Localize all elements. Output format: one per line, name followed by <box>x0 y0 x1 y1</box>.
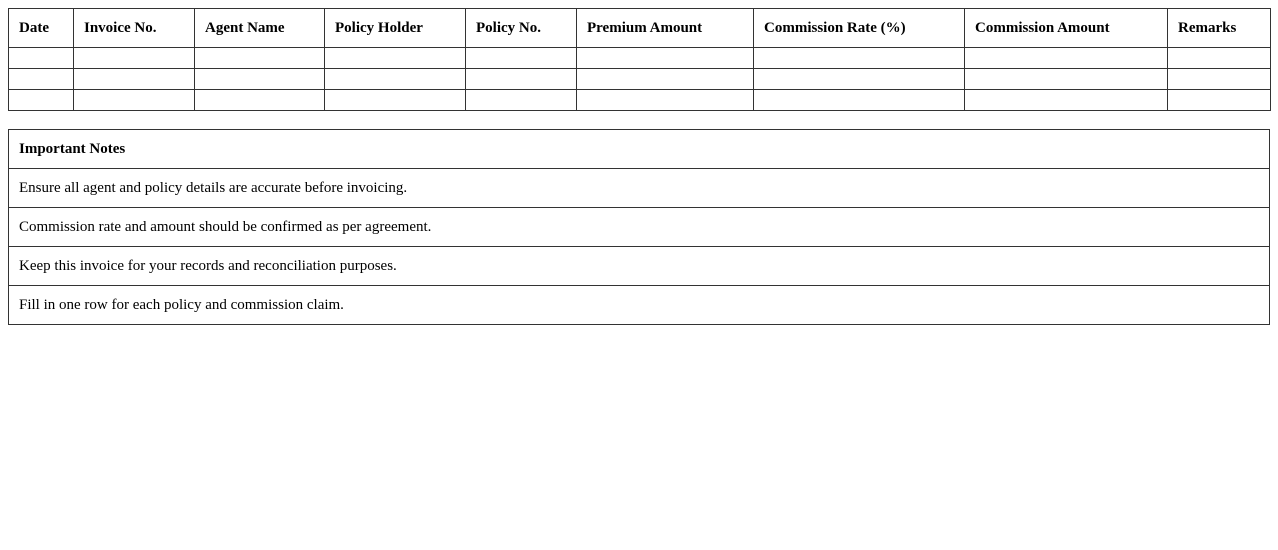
cell-policy-no[interactable] <box>466 90 577 111</box>
cell-remarks[interactable] <box>1168 90 1271 111</box>
column-header-invoice-no: Invoice No. <box>74 9 195 48</box>
column-header-remarks: Remarks <box>1168 9 1271 48</box>
cell-invoice-no[interactable] <box>74 48 195 69</box>
cell-agent-name[interactable] <box>195 69 325 90</box>
document <box>8 8 1270 325</box>
note-row <box>9 208 1270 247</box>
cell-commission-amount[interactable] <box>965 48 1168 69</box>
cell-remarks[interactable] <box>1168 69 1271 90</box>
cell-policy-no[interactable] <box>466 69 577 90</box>
notes-title: Important Notes <box>9 130 1270 169</box>
table-header-row <box>9 9 1271 48</box>
cell-premium-amount[interactable] <box>577 90 754 111</box>
cell-commission-rate[interactable] <box>754 69 965 90</box>
note-row <box>9 247 1270 286</box>
cell-agent-name[interactable] <box>195 48 325 69</box>
cell-commission-rate[interactable] <box>754 90 965 111</box>
note-item: Ensure all agent and policy details are accurate before invoicing. <box>9 169 1270 208</box>
cell-policy-holder[interactable] <box>325 69 466 90</box>
cell-premium-amount[interactable] <box>577 48 754 69</box>
cell-remarks[interactable] <box>1168 48 1271 69</box>
cell-date[interactable] <box>9 90 74 111</box>
table-row <box>9 90 1271 111</box>
cell-policy-holder[interactable] <box>325 48 466 69</box>
cell-commission-amount[interactable] <box>965 90 1168 111</box>
cell-date[interactable] <box>9 48 74 69</box>
column-header-agent-name: Agent Name <box>195 9 325 48</box>
cell-policy-no[interactable] <box>466 48 577 69</box>
note-row <box>9 286 1270 325</box>
cell-invoice-no[interactable] <box>74 69 195 90</box>
commission-invoice-table <box>8 8 1271 111</box>
column-header-policy-no: Policy No. <box>466 9 577 48</box>
note-item: Keep this invoice for your records and reconciliation purposes. <box>9 247 1270 286</box>
important-notes-table <box>8 129 1270 325</box>
cell-commission-rate[interactable] <box>754 48 965 69</box>
column-header-commission-rate: Commission Rate (%) <box>754 9 965 48</box>
cell-agent-name[interactable] <box>195 90 325 111</box>
notes-header-row <box>9 130 1270 169</box>
cell-invoice-no[interactable] <box>74 90 195 111</box>
column-header-premium-amount: Premium Amount <box>577 9 754 48</box>
column-header-policy-holder: Policy Holder <box>325 9 466 48</box>
note-row <box>9 169 1270 208</box>
cell-date[interactable] <box>9 69 74 90</box>
column-header-date: Date <box>9 9 74 48</box>
cell-premium-amount[interactable] <box>577 69 754 90</box>
note-item: Commission rate and amount should be confirmed as per agreement. <box>9 208 1270 247</box>
column-header-commission-amount: Commission Amount <box>965 9 1168 48</box>
note-item: Fill in one row for each policy and commission claim. <box>9 286 1270 325</box>
cell-commission-amount[interactable] <box>965 69 1168 90</box>
table-row <box>9 48 1271 69</box>
cell-policy-holder[interactable] <box>325 90 466 111</box>
table-row <box>9 69 1271 90</box>
